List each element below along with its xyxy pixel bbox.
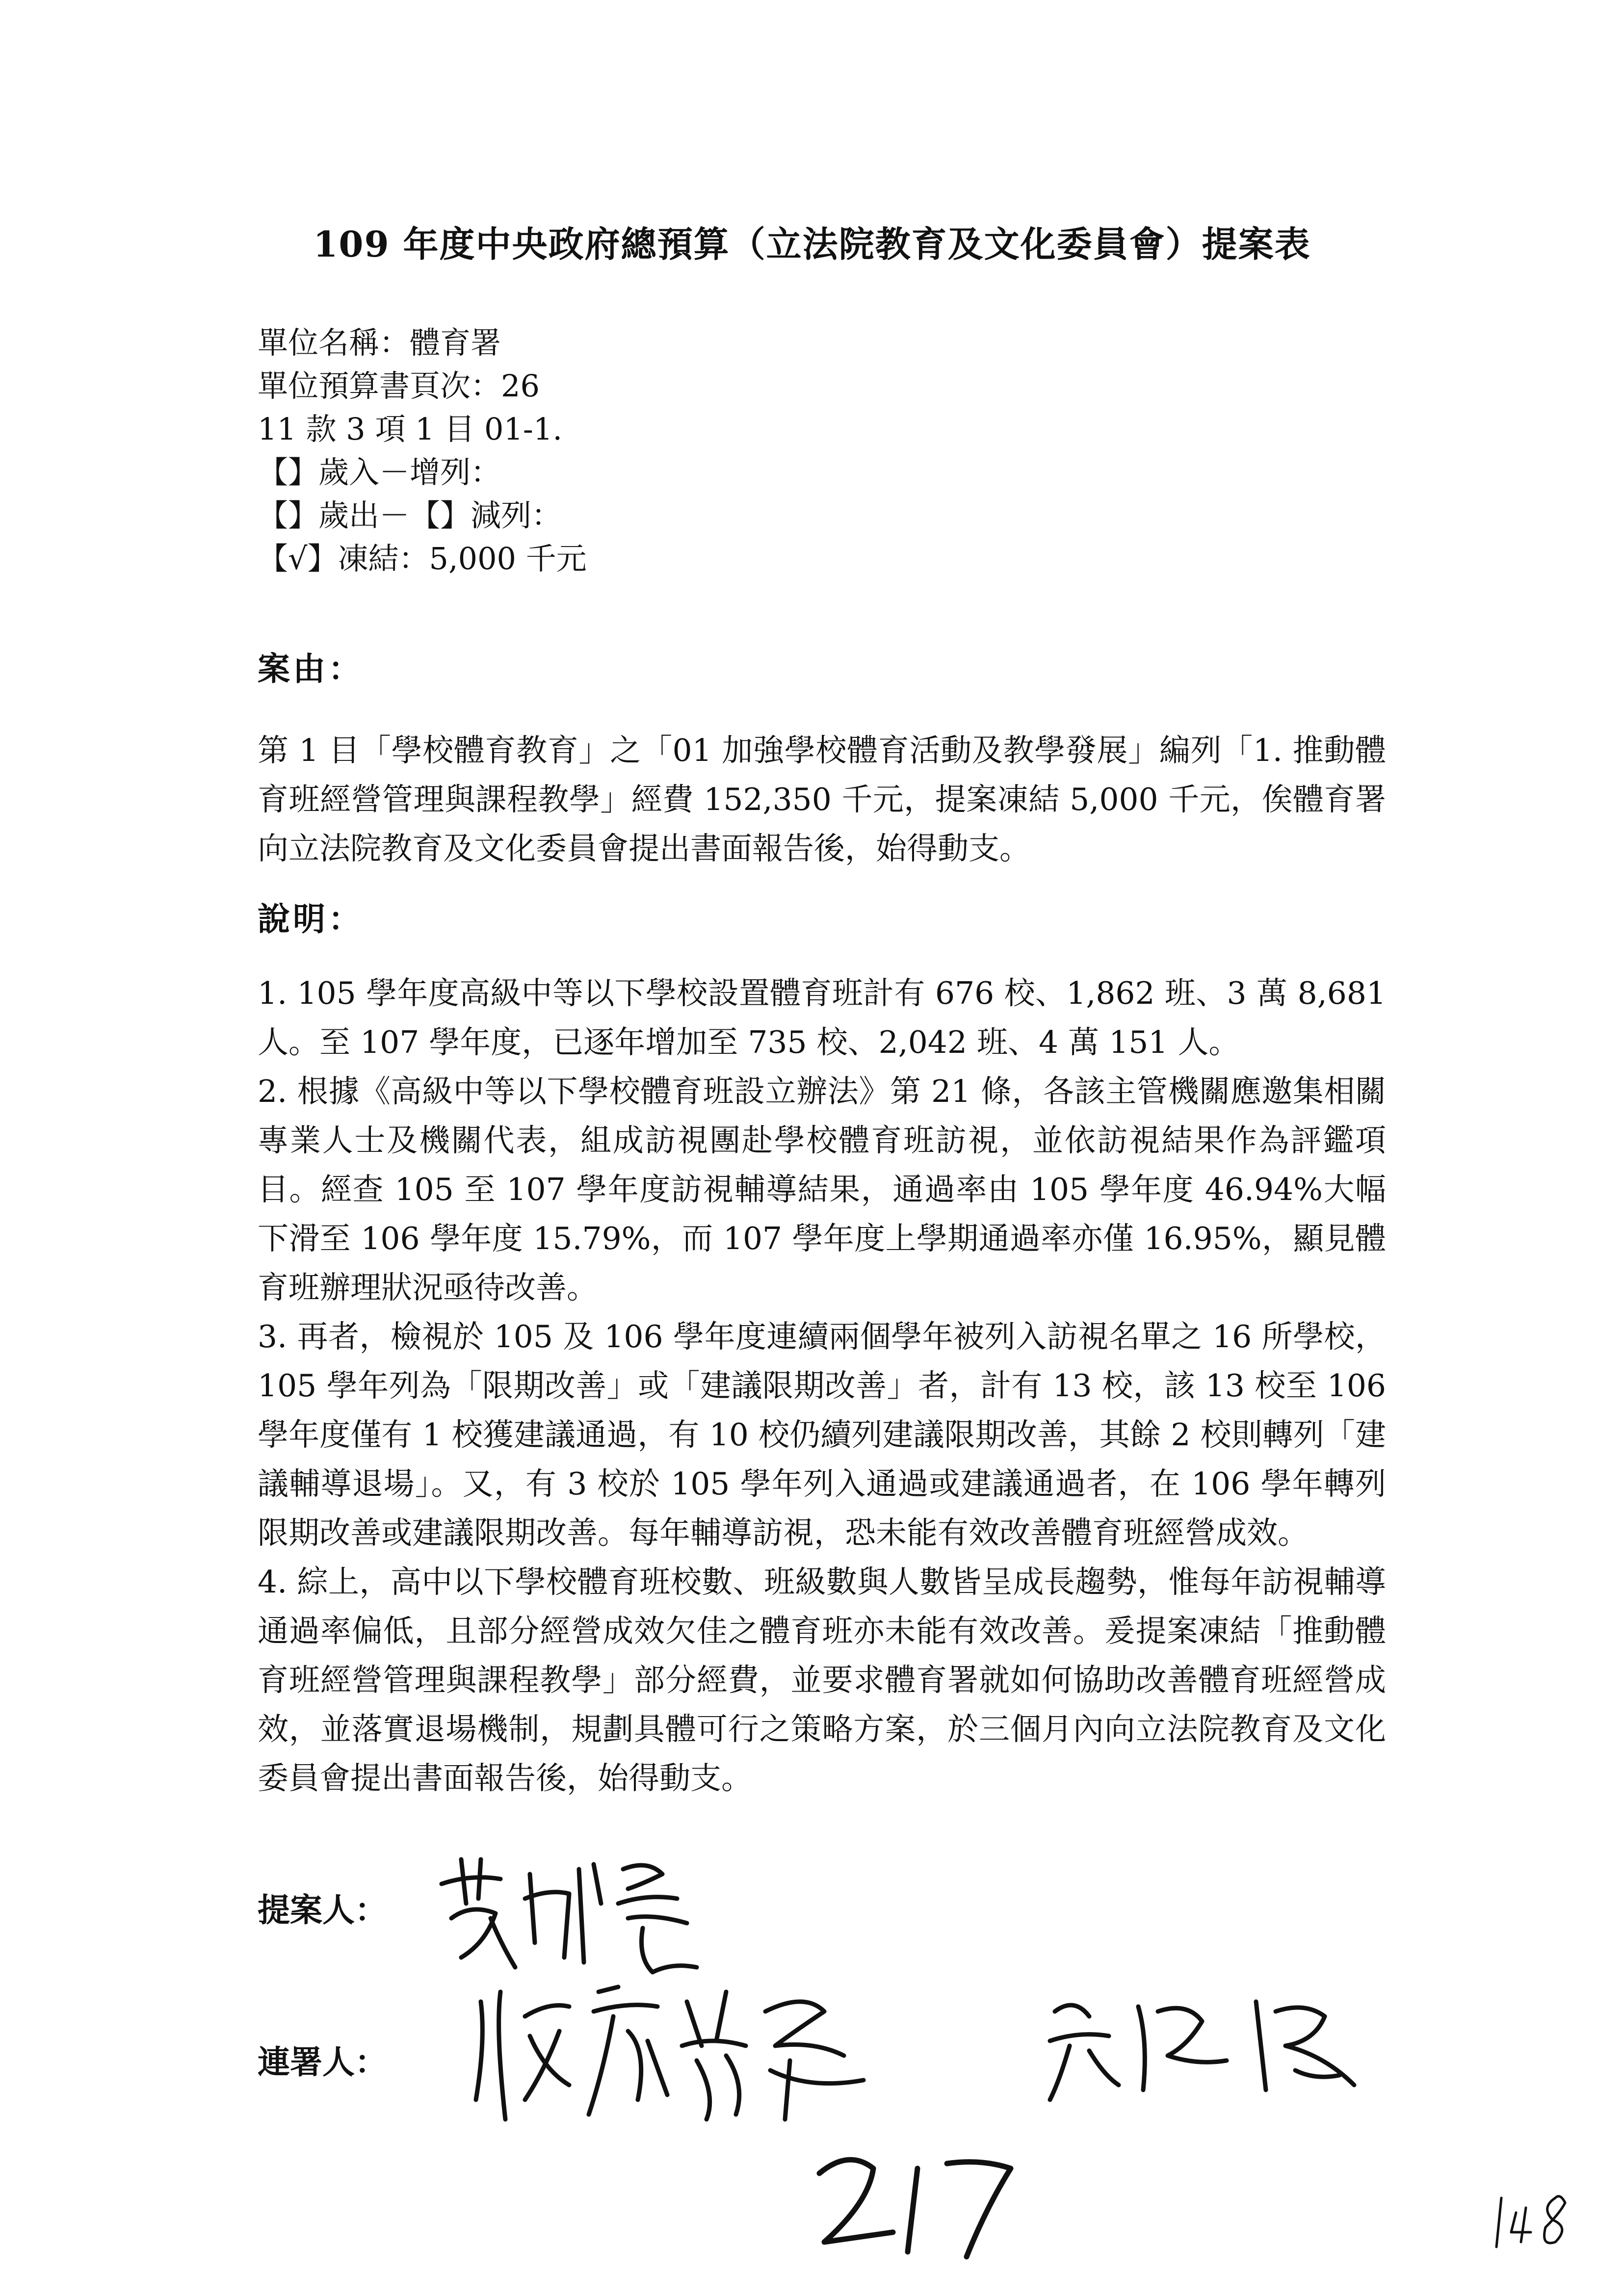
proposer-signature: [432, 1845, 726, 1982]
explanation-item: 4. 綜上，高中以下學校體育班校數、班級數與人數皆呈成長趨勢，惟每年訪視輔導通過率偏低，且部分經營成效欠佳之體育班亦未能有效改善。爰提案凍結「推動體育班經營管理與課程教學」部分經費，並要求體育署就如何協助改善體育班經營成效，並落實退場機制，規劃具體可行之策略方案，於三個月內向立法院教育及文化委員會提出書面報告後，始得動支。: [258, 1564, 1386, 1796]
cosigner-signature-2: [1040, 1982, 1384, 2110]
reason-text: 第 1 目「學校體育教育」之「01 加強學校體育活動及教學發展」編列「1. 推動體育班經營管理與課程教學」經費 152,350 千元，提案凍結 5,000 千元，俟體育署向立法院教育及文化委員會提出書面報告後，始得動支。: [258, 732, 1386, 866]
explanation-item: 3. 再者，檢視於 105 及 106 學年度連續兩個學年被列入訪視名單之 16 所學校，105 學年列為「限期改善」或「建議限期改善」者，計有 13 校，該 13 校至 106 學年度僅有 1 校獲建議通過，有 10 校仍續列建議限期改善，其餘 2 校則轉列「建議輔導退場」。又，有 3 校於 105 學年列入通過或建議通過者，在 106 學年轉列限期改善或建議限期改善。每年輔導訪視，恐未能有效改善體育班經營成效。: [258, 1319, 1386, 1551]
cosigner-label: 連署人：: [258, 2043, 387, 2081]
budget-page: 單位預算書頁次：26: [258, 368, 540, 404]
handwritten-number: [805, 2139, 1030, 2267]
page-number-mark: [1492, 2178, 1599, 2257]
reason-label: 案由：: [258, 650, 364, 688]
proposal-header: [258, 321, 587, 580]
proposer-label: 提案人：: [258, 1891, 387, 1929]
explanation-list: [258, 969, 1386, 1803]
explanation-item: 2. 根據《高級中等以下學校體育班設立辦法》第 21 條，各該主管機關應邀集相關專業人士及機關代表，組成訪視團赴學校體育班訪視，並依訪視結果作為評鑑項目。經查 105 至 107 學年度訪視輔導結果，通過率由 105 學年度 46.94%大幅下滑至 106 學年度 15.79%，而 107 學年度上學期通過率亦僅 16.95%，顯見體育班辦理狀況亟待改善。: [258, 1073, 1386, 1305]
freeze-line: 【√】凍結：5,000 千元: [258, 541, 587, 576]
expense-line: 【】歲出－【】減列：: [258, 497, 562, 533]
cosigner-signature: [471, 1972, 1011, 2134]
document-title: 109 年度中央政府總預算（立法院教育及文化委員會）提案表: [313, 223, 1311, 265]
unit-name: 單位名稱：體育署: [258, 325, 501, 361]
revenue-line: 【】歲入－增列：: [258, 454, 501, 490]
item-code: 11 款 3 項 1 目 01-1.: [258, 411, 563, 447]
explanation-item: 1. 105 學年度高級中等以下學校設置體育班計有 676 校、1,862 班、3 萬 8,681 人。至 107 學年度，已逐年增加至 735 校、2,042 班、4 萬 151 人。: [258, 975, 1386, 1060]
explanation-label: 說明：: [258, 900, 364, 938]
